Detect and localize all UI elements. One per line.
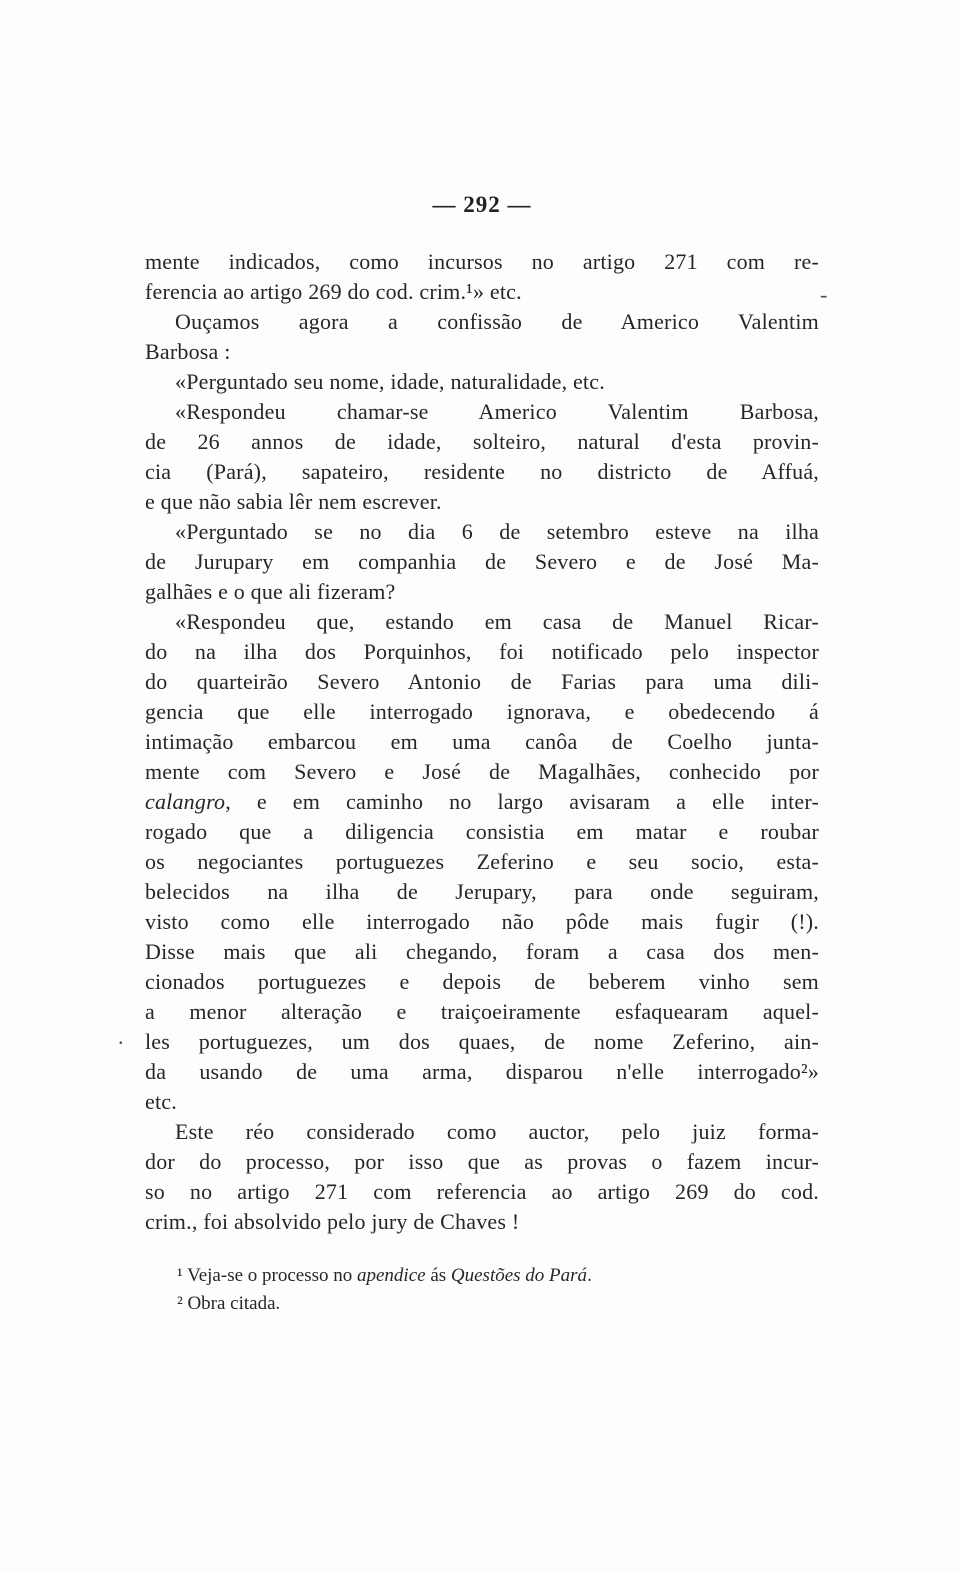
text-run: . — [587, 1265, 592, 1286]
text-run: «Perguntado se no dia 6 de setembro esteve na ilha — [175, 519, 819, 544]
text-line — [145, 397, 819, 427]
text-line — [145, 517, 819, 547]
text-line — [145, 847, 819, 877]
text-run: «Respondeu chamar-se Americo Valentim Barbosa, — [175, 399, 819, 424]
text-line — [145, 1147, 819, 1177]
text-line — [145, 1117, 819, 1147]
text-run: da usando de uma arma, disparou n'elle interrogado²» — [145, 1059, 819, 1084]
text-run: Disse mais que ali chegando, foram a casa dos men- — [145, 939, 819, 964]
text-line — [145, 997, 819, 1027]
text-run: mente com Severo e José de Magalhães, conhecido por — [145, 759, 819, 784]
text-line — [145, 757, 819, 787]
text-run: ás — [425, 1265, 451, 1286]
page-number: — 292 — — [432, 192, 532, 217]
text-line — [145, 247, 819, 277]
text-run: os negociantes portuguezes Zeferino e seu socio, esta- — [145, 849, 819, 874]
text-line — [145, 607, 819, 637]
text-run: cia (Pará), sapateiro, residente no districto de Affuá, — [145, 459, 819, 484]
text-run: a menor alteração e traiçoeiramente esfaquearam aquel- — [145, 999, 819, 1024]
text-run: intimação embarcou em uma canôa de Coelho junta- — [145, 729, 819, 754]
text-run: visto como elle interrogado não pôde mais fugir (!). — [145, 909, 819, 934]
text-run: «Respondeu que, estando em casa de Manuel Ricar- — [175, 609, 819, 634]
text-line — [145, 337, 819, 367]
italic-run: apendice — [357, 1265, 426, 1286]
text-line — [145, 787, 819, 817]
text-run: les portuguezes, um dos quaes, de nome Zeferino, ain- — [145, 1029, 819, 1054]
text-line — [145, 487, 819, 517]
text-line — [145, 457, 819, 487]
text-line — [145, 697, 819, 727]
text-line — [145, 967, 819, 997]
footnote-line — [177, 1262, 819, 1290]
text-line — [145, 1087, 819, 1117]
text-run: ferencia ao artigo 269 do cod. crim.¹» etc. — [145, 279, 522, 304]
text-line — [145, 307, 819, 337]
text-line — [145, 637, 819, 667]
footnote-line — [177, 1290, 819, 1318]
text-block — [145, 247, 819, 1237]
text-line — [145, 1027, 819, 1057]
text-line — [145, 547, 819, 577]
scan-artifact-dash: - — [820, 282, 828, 307]
text-run: Este réo considerado como auctor, pelo juiz forma- — [175, 1119, 819, 1144]
text-run: rogado que a diligencia consistia em matar e roubar — [145, 819, 819, 844]
text-line — [145, 667, 819, 697]
text-run: ¹ Veja-se o processo no — [177, 1265, 357, 1286]
text-run: belecidos na ilha de Jerupary, para onde seguiram, — [145, 879, 819, 904]
text-run: so no artigo 271 com referencia ao artigo 269 do cod. — [145, 1179, 819, 1204]
text-run: mente indicados, como incursos no artigo 271 com re- — [145, 249, 819, 274]
italic-run: Questões do Pará — [450, 1265, 588, 1286]
text-line — [145, 727, 819, 757]
text-run: Barbosa : — [145, 339, 231, 364]
text-line — [145, 1057, 819, 1087]
text-line — [145, 1177, 819, 1207]
text-line — [145, 277, 819, 307]
text-run: de 26 annos de idade, solteiro, natural d'esta provin- — [145, 429, 819, 454]
text-run: «Perguntado seu nome, idade, naturalidade, etc. — [175, 369, 605, 394]
text-run: crim., foi absolvido pelo jury de Chaves ! — [145, 1209, 520, 1234]
text-line — [145, 907, 819, 937]
text-line — [145, 877, 819, 907]
italic-run: calangro — [145, 789, 226, 814]
text-run: dor do processo, por isso que as provas o fazem incur- — [145, 1149, 819, 1174]
text-run: , e em caminho no largo avisaram a elle inter- — [225, 789, 819, 814]
text-run: gencia que elle interrogado ignorava, e obedecendo á — [145, 699, 819, 724]
text-run: etc. — [145, 1089, 177, 1114]
text-line — [145, 427, 819, 457]
text-run: de Jurupary em companhia de Severo e de José Ma- — [145, 549, 819, 574]
text-run: do na ilha dos Porquinhos, foi notificado pelo inspector — [145, 639, 819, 664]
text-line — [145, 937, 819, 967]
text-run: do quarteirão Severo Antonio de Farias para uma dili- — [145, 669, 819, 694]
text-run: galhães e o que ali fizeram? — [145, 579, 396, 604]
text-line — [145, 577, 819, 607]
text-run: ² Obra citada. — [177, 1293, 281, 1314]
text-line — [145, 367, 819, 397]
text-line — [145, 817, 819, 847]
text-run: Ouçamos agora a confissão de Americo Valentim — [175, 309, 819, 334]
text-line — [145, 1207, 819, 1237]
footnotes — [145, 1262, 819, 1318]
scan-artifact-dot: . — [118, 1024, 124, 1049]
text-run: cionados portuguezes e depois de beberem vinho sem — [145, 969, 819, 994]
text-run: e que não sabia lêr nem escrever. — [145, 489, 442, 514]
